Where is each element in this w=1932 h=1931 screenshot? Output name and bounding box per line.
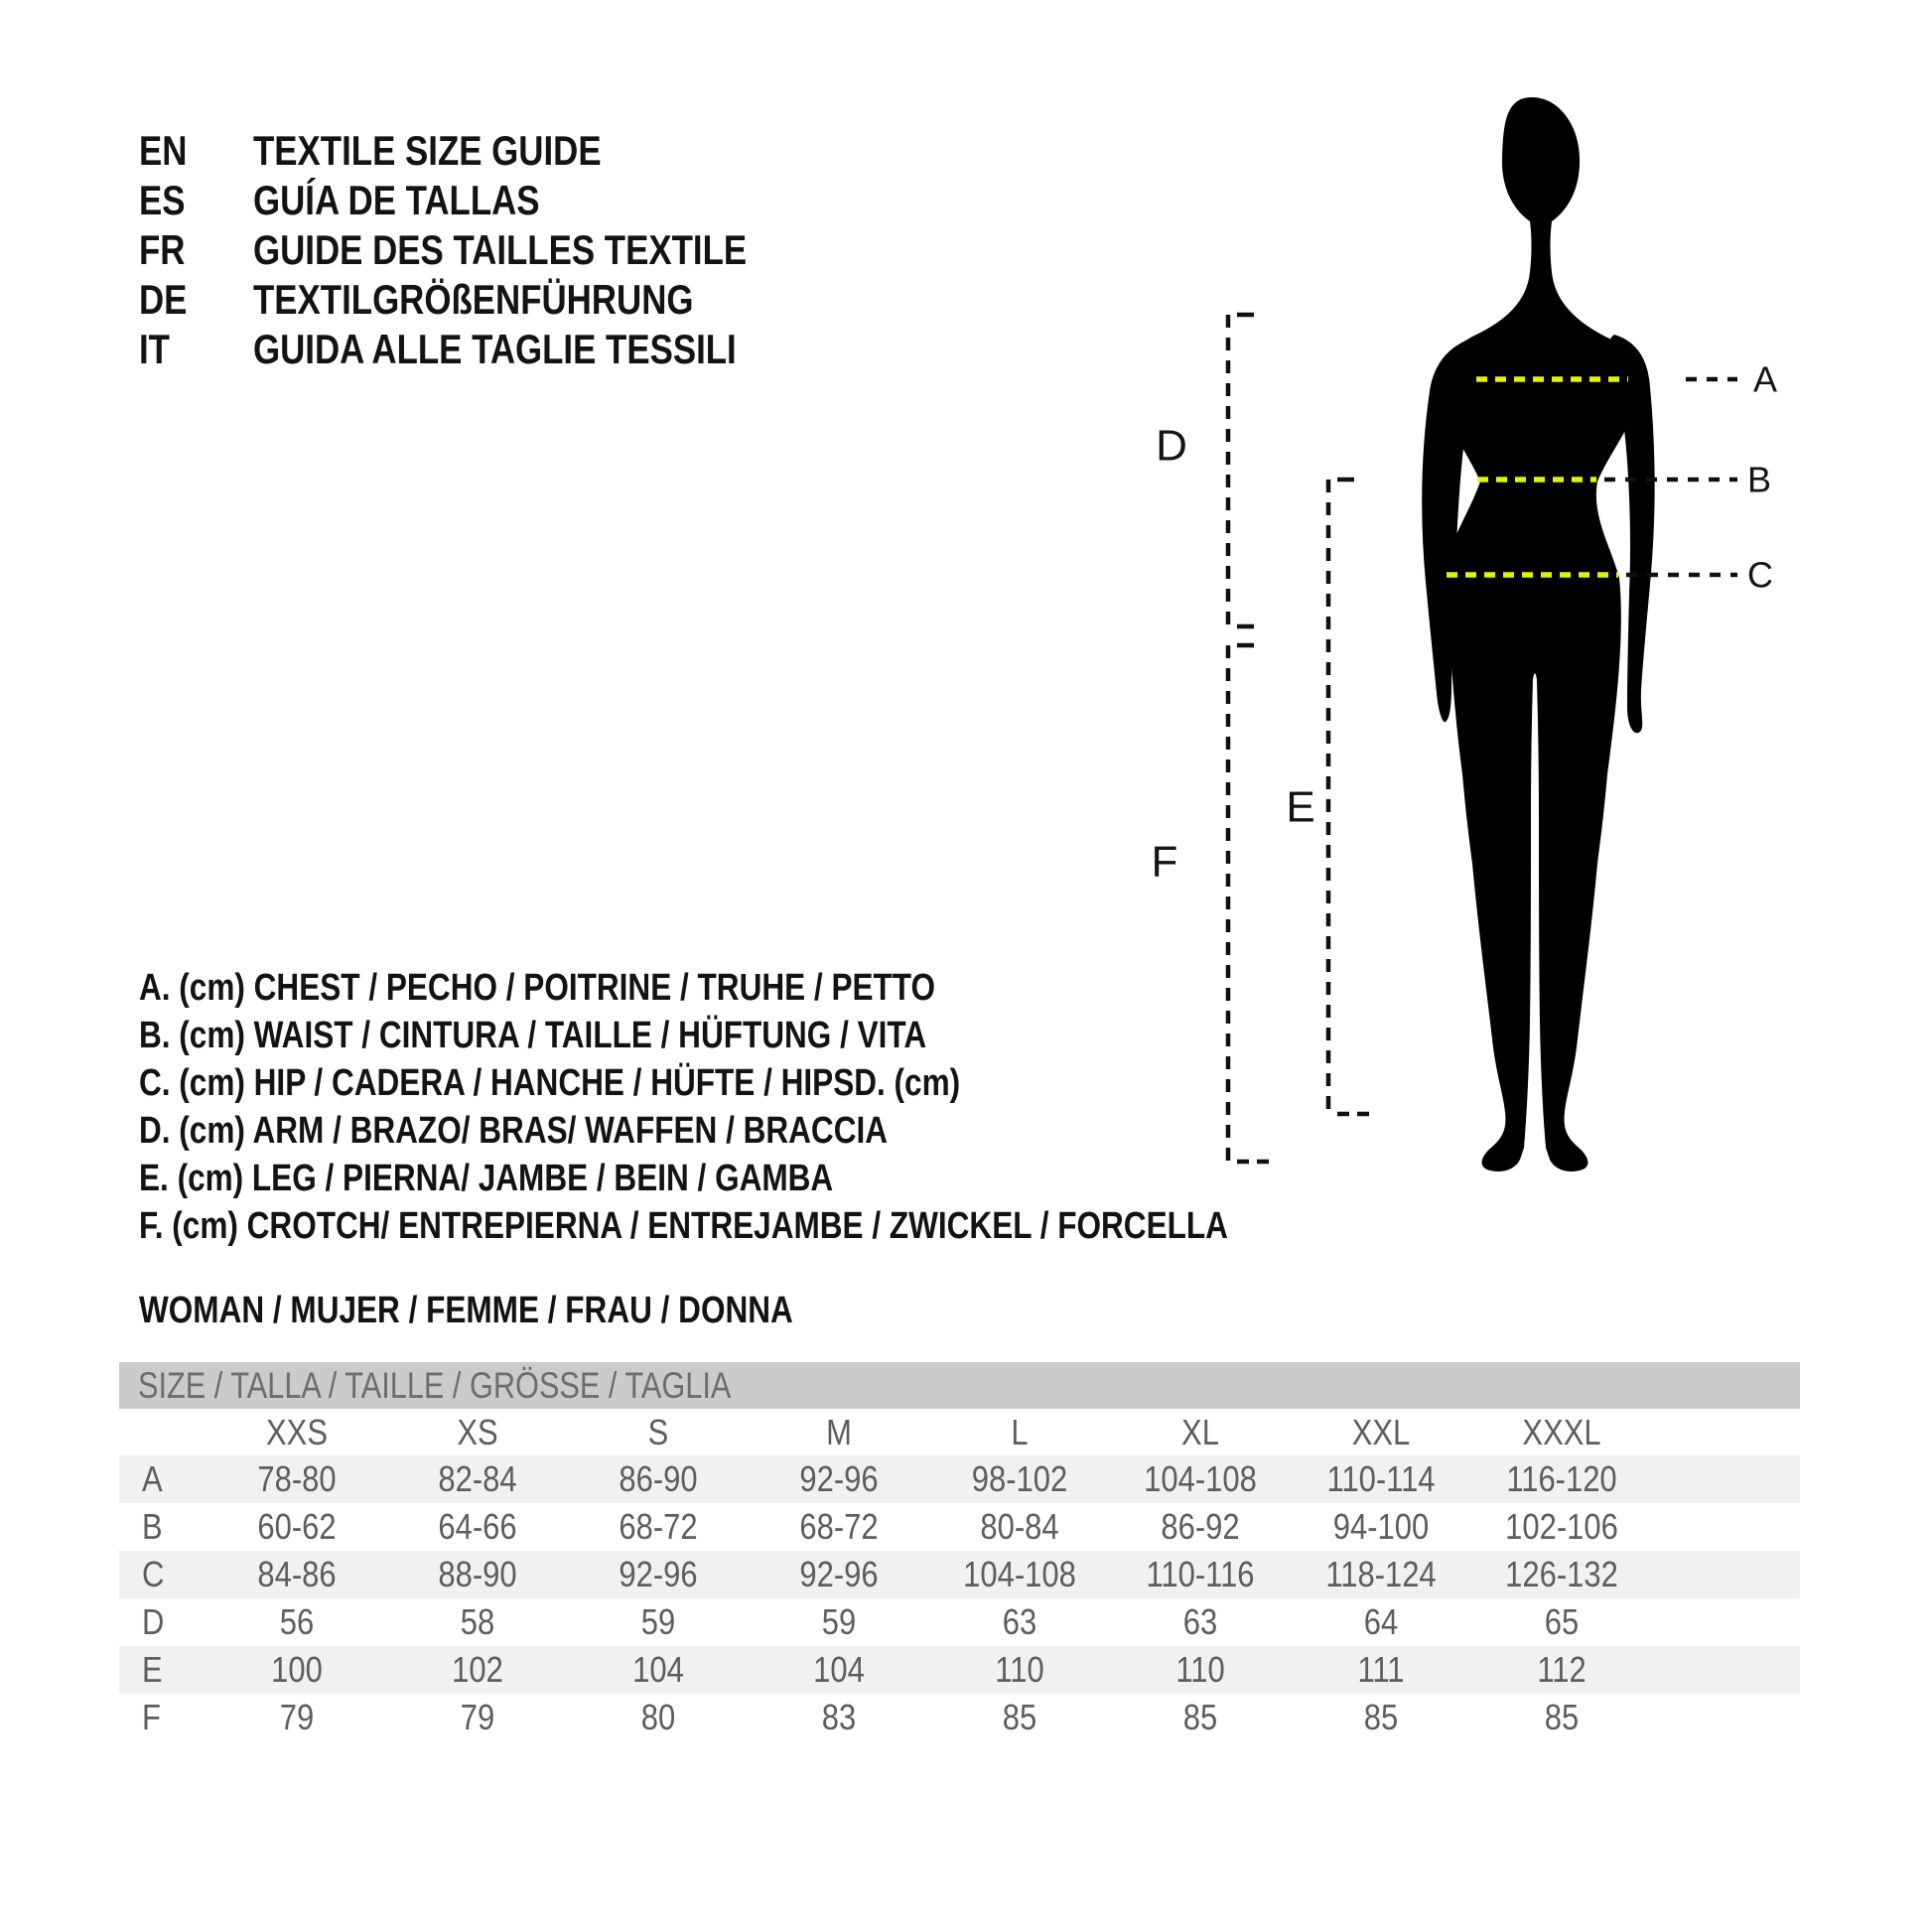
- size-cell: 78-80: [257, 1458, 337, 1499]
- size-cell: 104: [632, 1649, 684, 1690]
- size-cell: 92-96: [799, 1554, 879, 1594]
- row-label: E: [142, 1649, 163, 1690]
- title-text: GUIDA ALLE TAGLIE TESSILI: [253, 326, 737, 372]
- size-cell: 126-132: [1505, 1554, 1618, 1594]
- row-label: B: [142, 1506, 163, 1547]
- table-row-B: [119, 1503, 1800, 1551]
- label-C: C: [1747, 554, 1773, 596]
- size-cell: 79: [279, 1697, 315, 1737]
- size-cell: 110-116: [1146, 1554, 1255, 1594]
- size-cell: 104-108: [1144, 1458, 1257, 1499]
- size-cell: 60-62: [257, 1506, 337, 1547]
- size-cell: 63: [1182, 1601, 1218, 1642]
- bracket-D: [1228, 315, 1254, 626]
- title-text: GUIDE DES TAILLES TEXTILE: [253, 226, 748, 273]
- size-cell: 110: [1175, 1649, 1225, 1690]
- size-cell: 88-90: [438, 1554, 517, 1594]
- bracket-F: [1228, 645, 1273, 1162]
- legend-item-b: B. (cm) WAIST / CINTURA / TAILLE / HÜFTUNG / VITA: [139, 1015, 927, 1056]
- size-cell: 112: [1537, 1649, 1587, 1690]
- size-cell: 84-86: [257, 1554, 337, 1594]
- row-label: F: [142, 1697, 161, 1737]
- size-cell: 85: [1363, 1697, 1399, 1737]
- lang-code: FR: [139, 226, 186, 273]
- row-label: C: [142, 1554, 165, 1594]
- size-cell: 65: [1544, 1601, 1580, 1642]
- table-row-D: [119, 1598, 1800, 1646]
- size-cell: 102-106: [1505, 1506, 1618, 1547]
- label-A: A: [1753, 358, 1778, 400]
- size-table: [119, 1362, 1800, 1741]
- size-cell: 104-108: [963, 1554, 1076, 1594]
- lang-code: EN: [139, 127, 188, 174]
- column-header: XL: [1181, 1411, 1219, 1452]
- label-F: F: [1151, 837, 1178, 887]
- size-cell: 56: [279, 1601, 315, 1642]
- column-header: L: [1011, 1411, 1029, 1452]
- lang-code: DE: [139, 276, 188, 323]
- label-E: E: [1286, 782, 1315, 832]
- size-cell: 82-84: [438, 1458, 517, 1499]
- size-cell: 85: [1544, 1697, 1580, 1737]
- table-row-F: [119, 1694, 1800, 1741]
- size-cell: 85: [1002, 1697, 1037, 1737]
- table-row-A: [119, 1455, 1800, 1503]
- size-cell: 116-120: [1506, 1458, 1617, 1499]
- woman-silhouette: [1422, 97, 1654, 1172]
- size-cell: 79: [460, 1697, 495, 1737]
- size-cell: 58: [460, 1601, 495, 1642]
- audience-line: WOMAN / MUJER / FEMME / FRAU / DONNA: [139, 1290, 793, 1331]
- size-cell: 59: [821, 1601, 857, 1642]
- size-columns-row: [119, 1409, 1800, 1455]
- size-cell: 110: [995, 1649, 1044, 1690]
- title-text: TEXTILE SIZE GUIDE: [253, 127, 602, 174]
- row-label: D: [142, 1601, 165, 1642]
- title-text: TEXTILGRÖßENFÜHRUNG: [253, 276, 694, 323]
- label-B: B: [1747, 459, 1772, 500]
- column-header: XXS: [266, 1411, 328, 1452]
- bracket-E: [1328, 480, 1373, 1114]
- size-cell: 102: [452, 1649, 503, 1690]
- size-table-header-text: SIZE / TALLA / TAILLE / GRÖSSE / TAGLIA: [138, 1365, 732, 1406]
- column-header: M: [826, 1411, 852, 1452]
- size-cell: 59: [640, 1601, 676, 1642]
- label-D: D: [1156, 421, 1187, 471]
- size-cell: 98-102: [971, 1458, 1068, 1499]
- size-cell: 64: [1363, 1601, 1399, 1642]
- legend-item-e: E. (cm) LEG / PIERNA/ JAMBE / BEIN / GAMBA: [139, 1158, 834, 1199]
- table-row-E: [119, 1646, 1800, 1694]
- legend-item-d: D. (cm) ARM / BRAZO/ BRAS/ WAFFEN / BRACCIA: [139, 1110, 889, 1152]
- size-cell: 104: [813, 1649, 865, 1690]
- size-cell: 68-72: [799, 1506, 879, 1547]
- size-cell: 83: [821, 1697, 857, 1737]
- size-cell: 94-100: [1332, 1506, 1430, 1547]
- size-cell: 110-114: [1326, 1458, 1436, 1499]
- size-cell: 63: [1002, 1601, 1037, 1642]
- size-cell: 86-90: [619, 1458, 698, 1499]
- woman-measure-diagram: [1092, 79, 1866, 1191]
- column-header: S: [647, 1411, 669, 1452]
- lang-code: ES: [139, 177, 186, 223]
- title-text: GUÍA DE TALLAS: [253, 177, 540, 223]
- column-header: XXXL: [1522, 1411, 1601, 1452]
- size-cell: 111: [1357, 1649, 1405, 1690]
- size-table-header-bar: [119, 1362, 1800, 1409]
- size-cell: 100: [271, 1649, 323, 1690]
- size-cell: 68-72: [619, 1506, 698, 1547]
- size-cell: 64-66: [438, 1506, 517, 1547]
- silhouette-body: [1439, 97, 1642, 1172]
- legend-item-c: C. (cm) HIP / CADERA / HANCHE / HÜFTE / HIPSD. (cm): [139, 1062, 961, 1104]
- size-cell: 92-96: [619, 1554, 698, 1594]
- row-label: A: [142, 1458, 163, 1499]
- size-cell: 118-124: [1325, 1554, 1437, 1594]
- lang-code: IT: [139, 326, 170, 372]
- size-cell: 80-84: [980, 1506, 1059, 1547]
- column-header: XXL: [1351, 1411, 1411, 1452]
- size-cell: 80: [640, 1697, 676, 1737]
- size-cell: 92-96: [799, 1458, 879, 1499]
- size-cell: 85: [1182, 1697, 1218, 1737]
- table-row-C: [119, 1551, 1800, 1598]
- legend-item-f: F. (cm) CROTCH/ ENTREPIERNA / ENTREJAMBE / ZWICKEL / FORCELLA: [139, 1205, 1228, 1247]
- size-cell: 86-92: [1161, 1506, 1240, 1547]
- legend-item-a: A. (cm) CHEST / PECHO / POITRINE / TRUHE / PETTO: [139, 967, 936, 1009]
- column-header: XS: [457, 1411, 498, 1452]
